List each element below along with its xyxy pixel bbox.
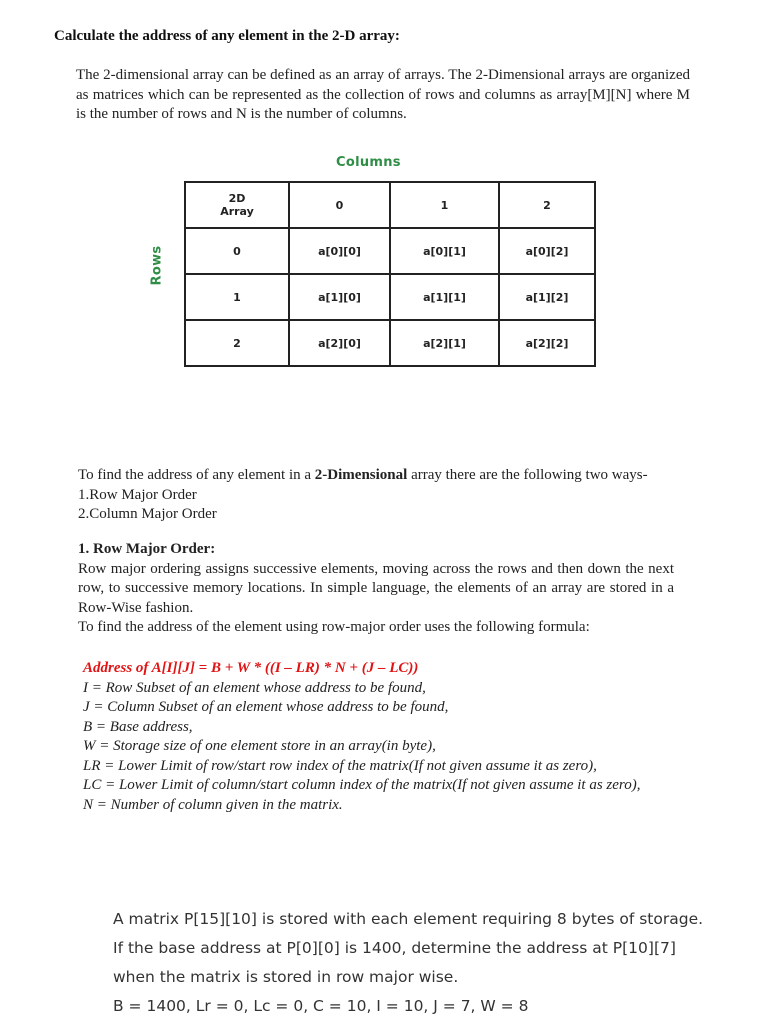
ways-item-row-major: 1.Row Major Order xyxy=(78,486,197,503)
table-cell: a[1][0] xyxy=(289,274,390,320)
ways-section xyxy=(78,466,698,525)
table-row xyxy=(185,320,595,366)
table-cell: a[2][0] xyxy=(289,320,390,366)
table-cell: a[0][2] xyxy=(499,228,595,274)
table-cell: a[2][2] xyxy=(499,320,595,366)
ways-item-column-major: 2.Column Major Order xyxy=(78,506,217,522)
row-header-2: 2 xyxy=(185,320,289,366)
example-problem xyxy=(113,905,713,1021)
rows-label: Rows xyxy=(149,245,165,286)
row-major-section xyxy=(78,540,674,638)
definition-w: W = Storage size of one element store in an array(in byte), xyxy=(83,738,436,754)
row-major-formula-intro: To find the address of the element using row-major order uses the following formula: xyxy=(78,619,590,635)
definition-i: I = Row Subset of an element whose address to be found, xyxy=(83,679,426,696)
array-diagram-table xyxy=(184,181,596,367)
table-cell: a[2][1] xyxy=(390,320,499,366)
formula-block xyxy=(83,659,679,815)
row-header-1: 1 xyxy=(185,274,289,320)
table-header-row xyxy=(185,182,595,228)
column-header-1: 1 xyxy=(390,182,499,228)
ways-prefix: To find the address of any element in a xyxy=(78,467,315,483)
corner-line-2: Array xyxy=(220,205,254,218)
table-cell: a[0][0] xyxy=(289,228,390,274)
column-header-0: 0 xyxy=(289,182,390,228)
row-major-description: Row major ordering assigns successive elements, moving across the rows and then down the next row, to successive memory locations. In simple language, the elements of an array are stored in a Row-Wise fashion. xyxy=(78,560,674,616)
table-cell: a[1][2] xyxy=(499,274,595,320)
corner-cell xyxy=(185,182,289,228)
definition-b: B = Base address, xyxy=(83,718,193,735)
table-cell: a[0][1] xyxy=(390,228,499,274)
corner-line-1: 2D xyxy=(228,192,246,205)
column-header-2: 2 xyxy=(499,182,595,228)
ways-suffix: array there are the following two ways- xyxy=(407,467,648,483)
definition-j: J = Column Subset of an element whose address to be found, xyxy=(83,699,449,715)
definition-n: N = Number of column given in the matrix. xyxy=(83,796,343,813)
example-question: A matrix P[15][10] is stored with each element requiring 8 bytes of storage. If the base address at P[0][0] is 1400, determine the address at P[10][7] when the matrix is stored in row major wise. xyxy=(113,910,704,986)
page-heading: Calculate the address of any element in the 2-D array: xyxy=(54,28,400,44)
example-given-values: B = 1400, Lr = 0, Lc = 0, C = 10, I = 10, J = 7, W = 8 xyxy=(113,997,529,1015)
table-cell: a[1][1] xyxy=(390,274,499,320)
ways-bold-term: 2-Dimensional xyxy=(314,467,408,483)
row-major-title: 1. Row Major Order: xyxy=(78,541,216,557)
ways-intro xyxy=(78,466,698,486)
table-row xyxy=(185,274,595,320)
definition-lc: LC = Lower Limit of column/start column index of the matrix(If not given assume it as zero), xyxy=(83,777,641,793)
table-row xyxy=(185,228,595,274)
intro-paragraph: The 2-dimensional array can be defined as an array of arrays. The 2-Dimensional arrays are organized as matrices which can be represented as the collection of rows and columns as array[M][N] where M is the number of rows and N is the number of columns. xyxy=(76,67,690,122)
row-header-0: 0 xyxy=(185,228,289,274)
columns-label: Columns xyxy=(336,155,401,170)
address-formula: Address of A[I][J] = B + W * ((I – LR) * N + (J – LC)) xyxy=(83,660,419,676)
definition-lr: LR = Lower Limit of row/start row index of the matrix(If not given assume it as zero), xyxy=(83,757,597,774)
